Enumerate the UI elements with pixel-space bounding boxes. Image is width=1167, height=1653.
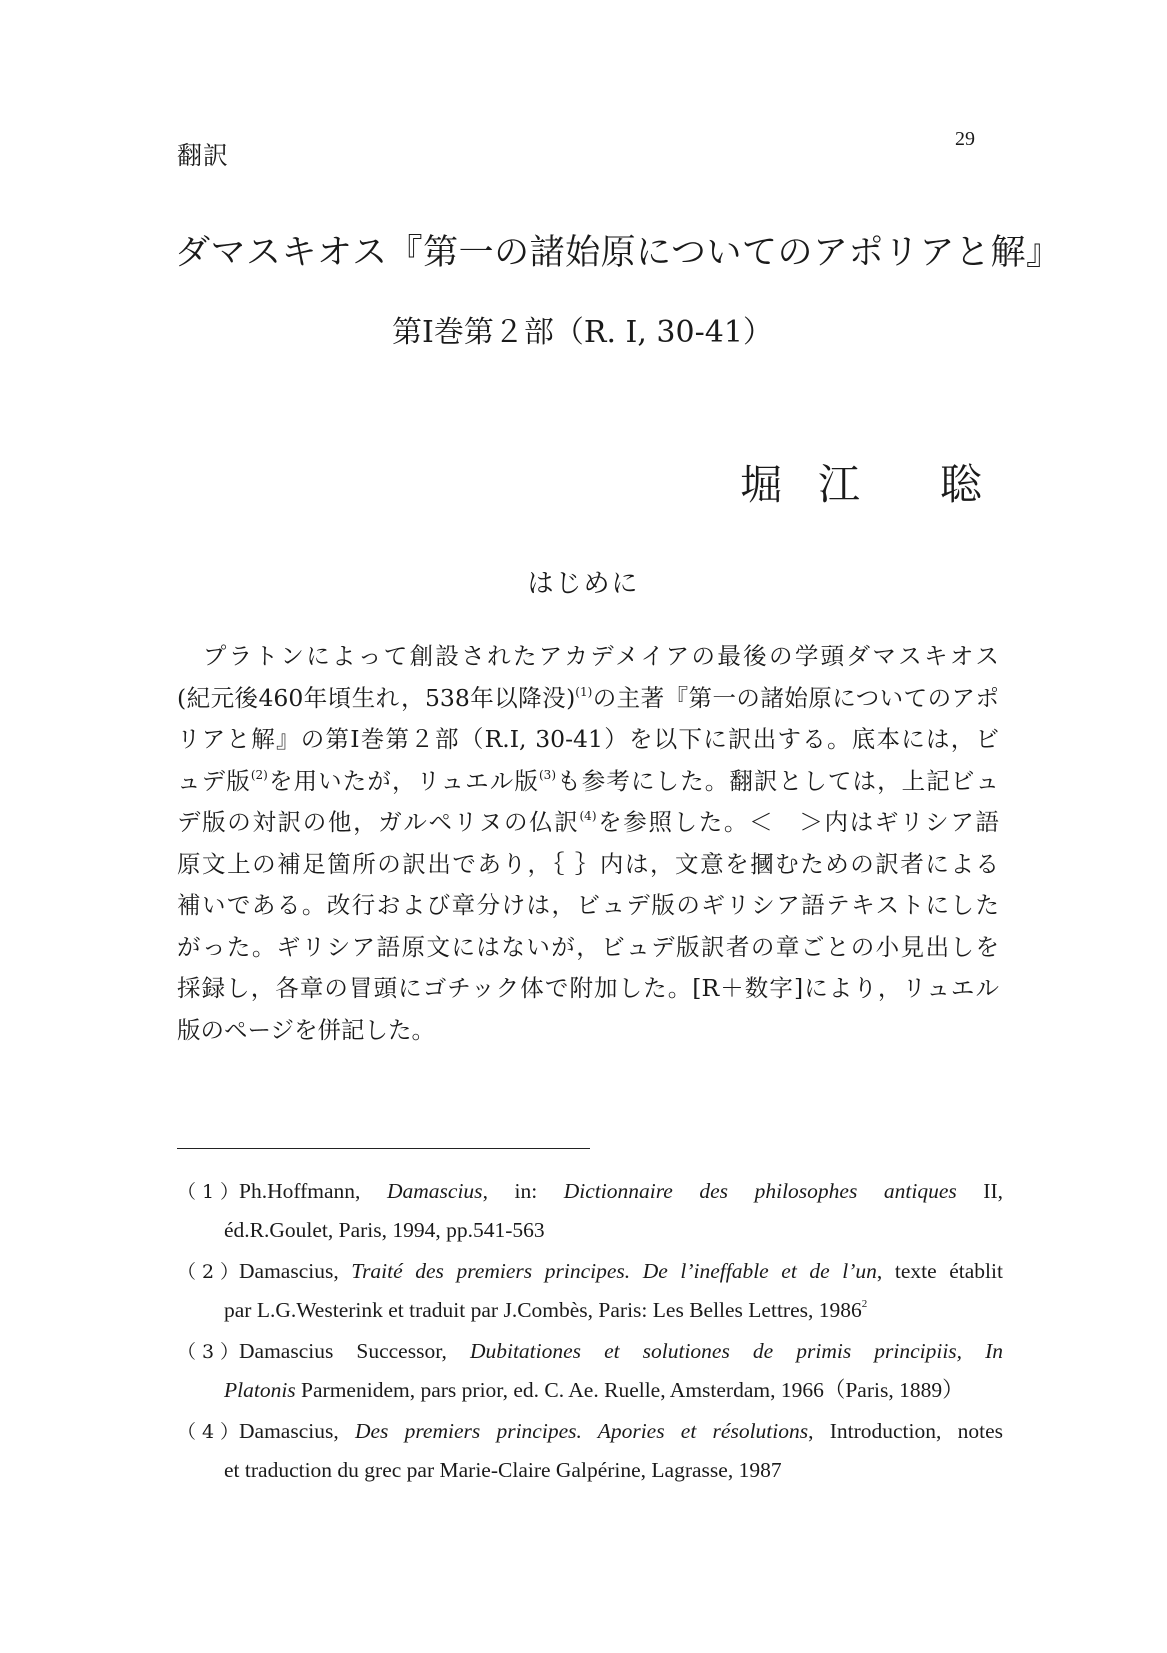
author-name	[740, 452, 982, 512]
intro-line-5: デ版の対訳の他，ガルペリヌの仏訳$^{(4)}$を参照した。＜ ＞内はギリシア語	[177, 808, 999, 836]
footnote-ref-1[interactable]: (1)	[575, 684, 593, 699]
section-heading: はじめに	[527, 569, 640, 599]
footnotes	[177, 1172, 1003, 1492]
intro-line-3: リアと解』の第Ⅰ巻第２部（R.I, 30-41）を以下に訳出する。底本には，ビ	[177, 725, 999, 753]
intro-line-9: 採録し，各章の冒頭にゴチック体で附加した。[R＋数字]により，リュエル	[177, 974, 999, 1002]
author-family-1: 堀	[740, 460, 783, 509]
author-family-2: 江	[818, 460, 861, 509]
footnote-4: （4）Damascius, Des premiers principes. Apories et résolutions, Introduction, notes et traduction du grec par Marie-Claire Galpérine, Lagrasse, 1987	[177, 1419, 1003, 1482]
footnote-2: （2）Damascius, Traité des premiers principes. De l’ineffable et de l’un, texte établit par L.G.Westerink et traduit par J.Combès, Paris: Les Belles Lettres, 1986$^2$	[177, 1259, 1003, 1322]
footnote-ref-2[interactable]: (2)	[250, 767, 268, 782]
article-type-label: 翻訳	[177, 141, 230, 170]
footnote-1: （1）Ph.Hoffmann, Damascius, in: Dictionnaire des philosophes antiques II, éd.R.Goulet, Paris, 1994, pp.541-563	[177, 1179, 1003, 1242]
article-title: ダマスキオス『第一の諸始原についてのアポリアと解』	[175, 233, 1062, 273]
page-number: 29	[955, 128, 975, 150]
intro-line-8: がった。ギリシア語原文にはないが，ビュデ版訳者の章ごとの小見出しを	[177, 932, 999, 961]
footnote-ref-4[interactable]: (4)	[579, 809, 597, 823]
intro-line-10: 版のページを併記した。	[177, 1015, 436, 1044]
intro-line-2: (紀元後460年頃生れ，538年以降没)$^{(1)}$の主著『第一の諸始原についてのアポ	[177, 683, 999, 712]
intro-line-7: 補いである。改行および章分けは，ビュデ版のギリシア語テキストにした	[177, 891, 999, 919]
footnote-3: （3）Damascius Successor, Dubitationes et solutiones de primis principiis, In Platonis Parmenidem, pars prior, ed. C. Ae. Ruelle, Amsterdam, 1966（Paris, 1889）	[177, 1339, 1003, 1402]
author-given: 聡	[940, 460, 983, 509]
intro-line-6: 原文上の補足箇所の訳出であり，｛ ｝内は，文意を摑むための訳者による	[177, 849, 999, 878]
footnote-ref-3[interactable]: (3)	[539, 767, 556, 782]
footnote-separator	[177, 1148, 590, 1149]
intro-paragraph	[177, 636, 999, 1051]
intro-line-4: ュデ版$^{(2)}$を用いたが，リュエル版$^{(3)}$も参考にした。翻訳としては，上記ビュ	[177, 766, 1000, 795]
intro-line-1: プラトンによって創設されたアカデメイアの最後の学頭ダマスキオス	[202, 642, 999, 670]
article-subtitle: 第Ⅰ巻第２部（R. I, 30-41）	[392, 315, 773, 350]
